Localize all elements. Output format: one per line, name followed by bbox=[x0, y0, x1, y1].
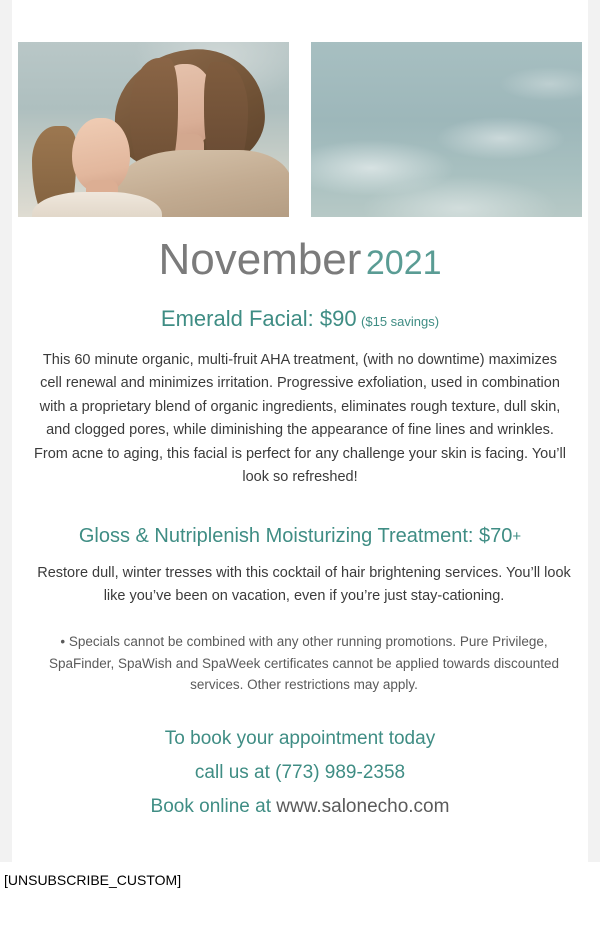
year-label: 2021 bbox=[365, 244, 442, 282]
page-title bbox=[26, 236, 574, 284]
offer-one-description: This 60 minute organic, multi-fruit AHA treatment, (with no downtime) maximizes cell renewal and minimizes irritation. Progressive exfoliation, used in combination with a proprietary blend of organic ingredients, eliminates rough texture, dull skin, and clogged pores, while diminishing the appearance of fine lines and wrinkles. From acne to aging, this facial is perfect for any challenge your skin is facing. You’ll look so refreshed! bbox=[34, 351, 566, 486]
offer-two-title: Gloss & Nutriplenish Moisturizing Treatment: $70 bbox=[78, 524, 513, 547]
cta-line-book: To book your appointment today bbox=[164, 728, 436, 750]
call-to-action-block bbox=[26, 722, 574, 823]
portrait-photo-art bbox=[18, 42, 289, 217]
unsubscribe-token[interactable]: [UNSUBSCRIBE_CUSTOM] bbox=[4, 872, 182, 888]
cta-line-online bbox=[26, 790, 574, 824]
email-footer bbox=[0, 862, 600, 942]
sky-photo-art bbox=[311, 42, 582, 217]
offer-one-title: Emerald Facial: $90 bbox=[160, 306, 357, 332]
fineprint-disclaimer: • Specials cannot be combined with any other running promotions. Pure Privilege, SpaFinder, SpaWish and SpaWeek certificates cannot be applied towards discounted services. Other restrictions may apply. bbox=[48, 633, 560, 693]
cta-website-link[interactable]: www.salonecho.com bbox=[276, 795, 450, 817]
offer-two-heading bbox=[26, 524, 574, 548]
cloudy-sky-photo bbox=[311, 42, 582, 217]
offer-one-heading bbox=[26, 306, 574, 332]
offer-one-savings: ($15 savings) bbox=[361, 314, 440, 330]
email-content-card bbox=[12, 0, 588, 862]
cta-online-prefix: Book online at bbox=[150, 795, 277, 817]
hero-image-row bbox=[18, 42, 582, 217]
newsletter-content bbox=[26, 236, 574, 824]
offer-two-description: Restore dull, winter tresses with this cocktail of hair brightening services. You’ll look like you’ve been on vacation, even if you’re just stay-cationing. bbox=[37, 564, 571, 605]
month-label: November bbox=[158, 235, 362, 284]
offer-two-plus: + bbox=[512, 527, 522, 545]
cta-line-phone[interactable]: call us at (773) 989-2358 bbox=[194, 762, 406, 784]
two-women-portrait-photo bbox=[18, 42, 289, 217]
